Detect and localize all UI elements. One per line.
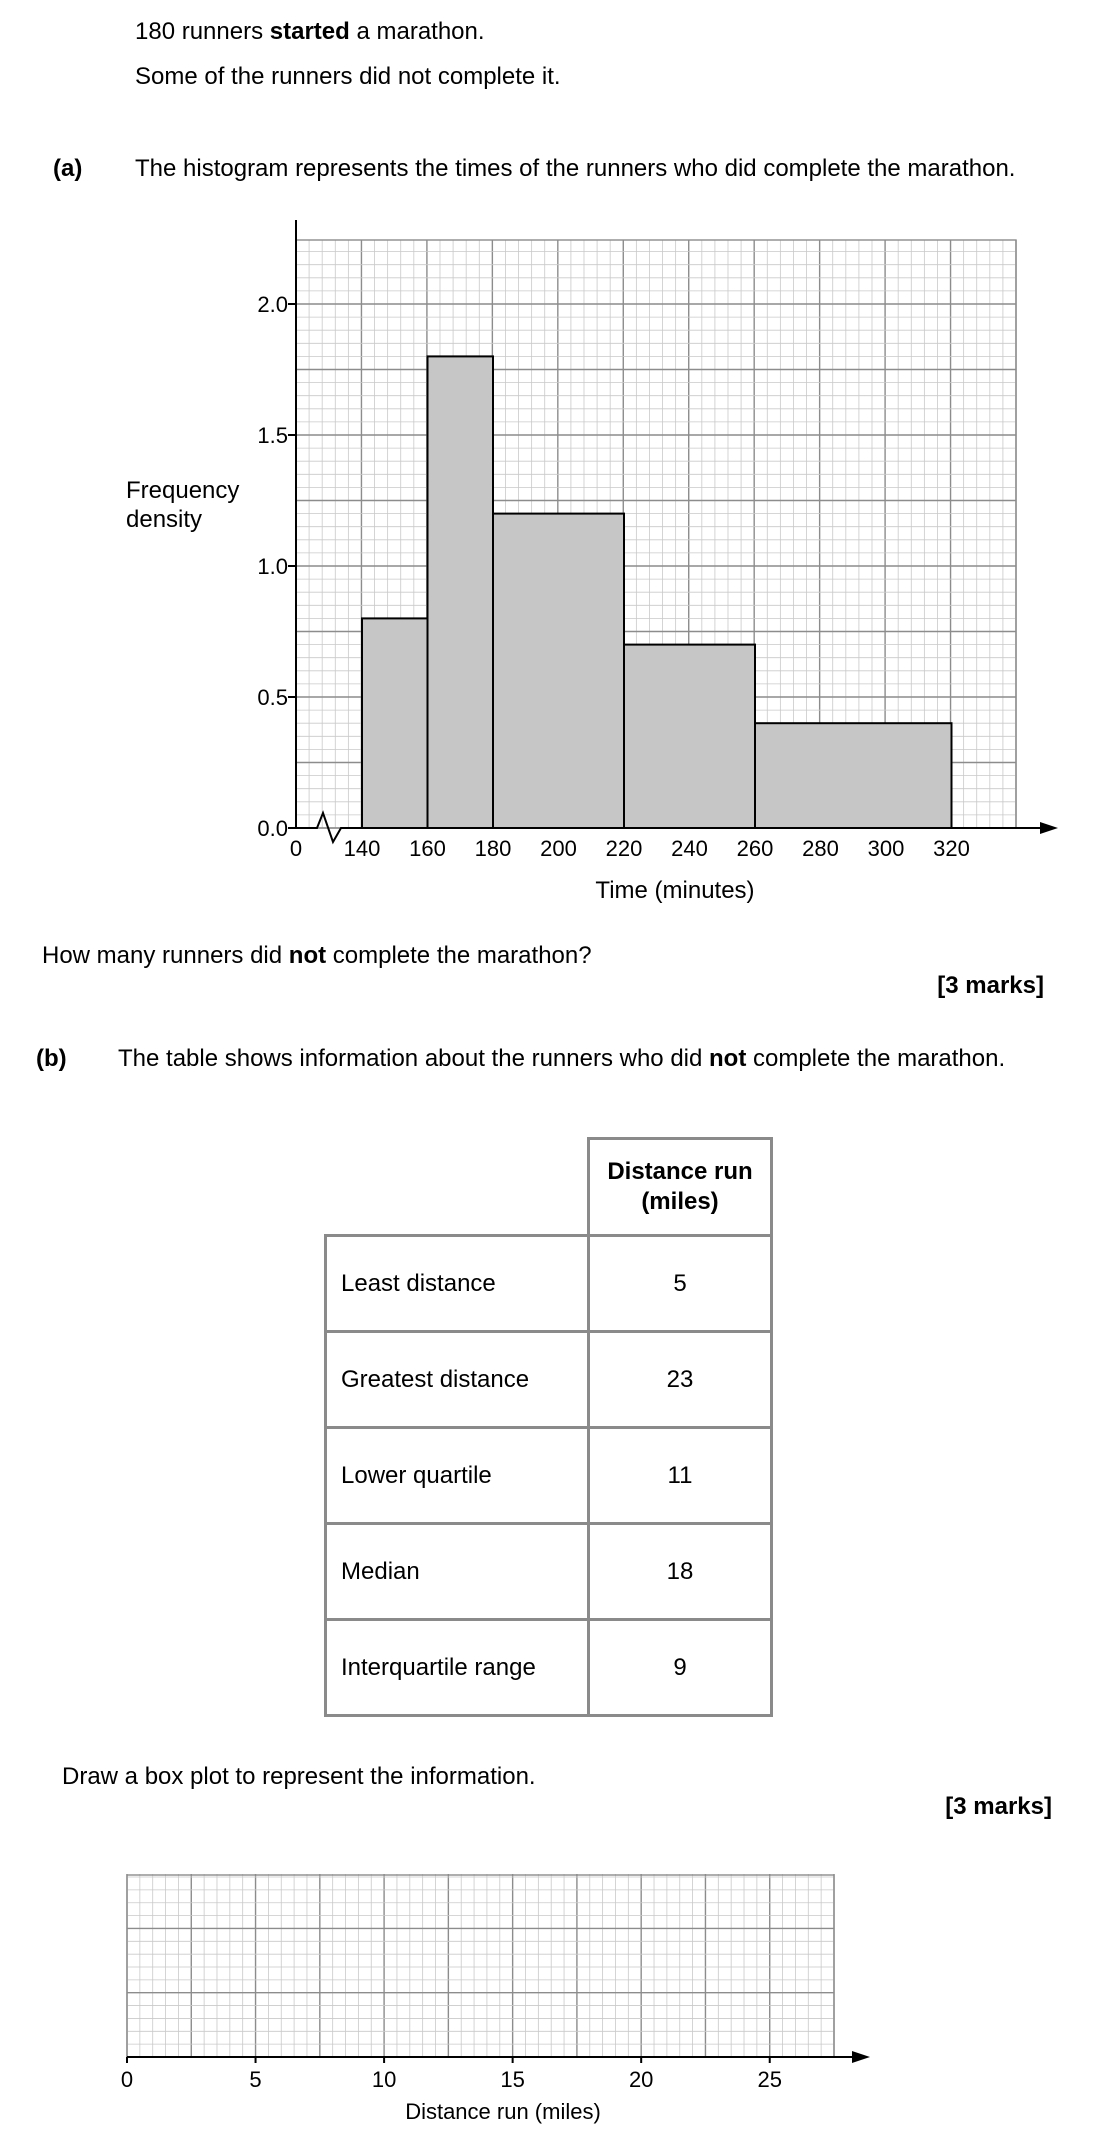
answer-x-tick-label: 25 <box>757 2067 782 2092</box>
grid-border <box>127 1875 834 2057</box>
part-b-text <box>118 1045 1005 1073</box>
row-value: 18 <box>589 1524 772 1620</box>
question-text: How many runners did <box>42 942 289 969</box>
answer-x-axis-arrow <box>852 2051 870 2063</box>
y-axis-label-line-2: density <box>126 506 203 533</box>
y-tick-labels <box>257 292 296 841</box>
x-tick-label: 140 <box>343 836 381 861</box>
answer-x-tick-label: 15 <box>500 2067 525 2092</box>
header-line-1: Distance run <box>607 1158 753 1185</box>
part-a-text: The histogram represents the times of the runners who did complete the marathon. <box>135 155 1016 182</box>
answer-x-tick-label: 0 <box>120 2067 134 2092</box>
x-tick-labels <box>290 836 970 861</box>
x-tick-label: 300 <box>867 836 905 861</box>
table-row <box>326 1524 772 1620</box>
x-tick-label: 160 <box>409 836 446 861</box>
part-b-text-start: The table shows information about the runners who did <box>118 1045 710 1072</box>
answer-grid-tick-labels <box>121 2057 782 2092</box>
histogram-bar <box>755 723 952 828</box>
histogram-bar <box>362 618 428 828</box>
table-row <box>326 1236 772 1332</box>
x-tick-label: 260 <box>736 836 774 861</box>
box-plot-answer-grid <box>0 1874 1094 2144</box>
x-axis-label: Time (minutes) <box>595 877 755 904</box>
answer-grid <box>127 1874 834 2057</box>
part-b-label: (b) <box>36 1045 67 1072</box>
row-label: Interquartile range <box>326 1620 589 1716</box>
histogram-bar <box>493 514 624 828</box>
x-tick-label: 240 <box>671 836 708 861</box>
part-a-question <box>42 942 592 970</box>
row-value: 5 <box>589 1236 772 1332</box>
x-tick-label: 220 <box>605 836 643 861</box>
table-header-distance <box>589 1139 772 1236</box>
answer-grid-axis[interactable] <box>127 2051 870 2063</box>
part-b-bold-word: not <box>709 1045 747 1072</box>
y-tick-label: 0.0 <box>257 816 288 841</box>
row-label: Lower quartile <box>326 1428 589 1524</box>
row-label: Least distance <box>326 1236 589 1332</box>
answer-x-tick-label: 10 <box>371 2067 397 2092</box>
row-value: 11 <box>589 1428 772 1524</box>
intro-bold-word: started <box>269 18 350 45</box>
y-tick-label: 2.0 <box>257 292 288 317</box>
table-corner <box>326 1139 589 1236</box>
histogram-bar <box>428 356 494 828</box>
row-value: 23 <box>589 1332 772 1428</box>
part-a-marks: [3 marks] <box>937 972 1044 999</box>
y-tick-label: 1.0 <box>257 554 288 579</box>
table-row <box>326 1428 772 1524</box>
question-bold-word: not <box>288 942 327 969</box>
table-row <box>326 1620 772 1716</box>
x-tick-label: 200 <box>540 836 577 861</box>
part-b-text-end: complete the marathon. <box>746 1045 1006 1072</box>
answer-grid-x-label: Distance run (miles) <box>405 2099 601 2124</box>
intro-text: 180 runners <box>135 18 270 45</box>
header-line-2: (miles) <box>641 1188 719 1215</box>
x-tick-label: 280 <box>802 836 839 861</box>
intro-text-end: a marathon. <box>349 18 485 45</box>
x-tick-label: 180 <box>474 836 512 861</box>
part-b-marks: [3 marks] <box>945 1793 1052 1820</box>
histogram-bar <box>624 645 755 828</box>
y-axis-label-line-1: Frequency <box>126 477 240 504</box>
y-tick-label: 0.5 <box>257 685 288 710</box>
row-label: Median <box>326 1524 589 1620</box>
x-axis-arrow <box>1040 822 1058 834</box>
intro-line-1 <box>135 18 485 46</box>
row-label: Greatest distance <box>326 1332 589 1428</box>
row-value: 9 <box>589 1620 772 1716</box>
intro-line-2: Some of the runners did not complete it. <box>135 63 561 90</box>
table-header-row <box>326 1139 772 1236</box>
answer-x-tick-label: 5 <box>249 2067 262 2092</box>
distance-table <box>324 1137 773 1717</box>
answer-x-tick-label: 20 <box>628 2067 654 2092</box>
x-tick-label: 320 <box>933 836 970 861</box>
part-b-instruction: Draw a box plot to represent the information. <box>62 1763 536 1790</box>
histogram-chart <box>0 200 1094 920</box>
x-tick-label: 0 <box>289 836 303 861</box>
question-text-end: complete the marathon? <box>326 942 592 969</box>
part-a-label: (a) <box>53 155 83 182</box>
y-tick-label: 1.5 <box>257 423 288 448</box>
table-row <box>326 1332 772 1428</box>
